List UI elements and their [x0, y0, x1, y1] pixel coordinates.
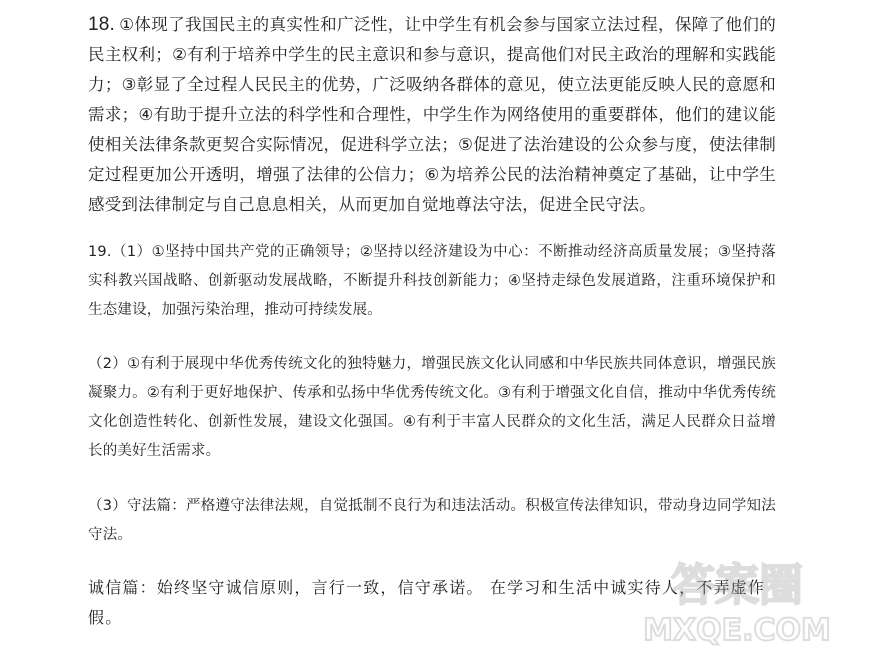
question-19-part-3-law: （3）守法篇：严格遵守法律法规，自觉抵制不良行为和违法活动。积极宣传法律知识，带动身边同学知法守法。 — [88, 498, 776, 543]
watermark-title: 答案圈 — [671, 560, 803, 611]
question-18-number: 18. — [88, 14, 116, 35]
question-18-answer: ①体现了我国民主的真实性和广泛性，让中学生有机会参与国家立法过程，保障了他们的民主权利；②有利于培养中学生的民主意识和参与意识，提高他们对民主政治的理解和实践能力；③彰显了全过程人民民主的优势，广泛吸纳各群体的意见，使立法更能反映人民的意愿和需求；④有助于提升立法的科学性和合理性，中学生作为网络使用的重要群体，他们的建议能使相关法律条款更契合实际情况，促进科学立法；⑤促进了法治建设的公众参与度，使法律制定过程更加公开透明，增强了法律的公信力；⑥为培养公民的法治精神奠定了基础，让中学生感受到法律制定与自己息息相关，从而更加自觉地尊法守法，促进全民守法。 — [88, 15, 776, 214]
question-19-part-2: （2）①有利于展现中华优秀传统文化的独特魅力，增强民族文化认同感和中华民族共同体意识，增强民族凝聚力。②有利于更好地保护、传承和弘扬中华优秀传统文化。③有利于增强文化自信，推动中华优秀传统文化创造性转化、创新性发展，建设文化强国。④有利于丰富人民群众的文化生活，满足人民群众日益增长的美好生活需求。 — [88, 356, 776, 459]
question-18 — [88, 10, 776, 220]
question-19-part-3-honesty: 诚信篇：始终坚守诚信原则，言行一致，信守承诺。 在学习和生活中诚实待人，不弄虚作假。 — [88, 578, 766, 627]
question-19-part-1: 19.（1）①坚持中国共产党的正确领导；②坚持以经济建设为中心：不断推动经济高质量发展；③坚持落实科教兴国战略、创新驱动发展战略，不断提升科技创新能力；④坚持走绿色发展道路，注重环境保护和生态建设，加强污染治理，推动可持续发展。 — [88, 244, 776, 318]
watermark-domain: MXQE.COM — [643, 613, 831, 648]
